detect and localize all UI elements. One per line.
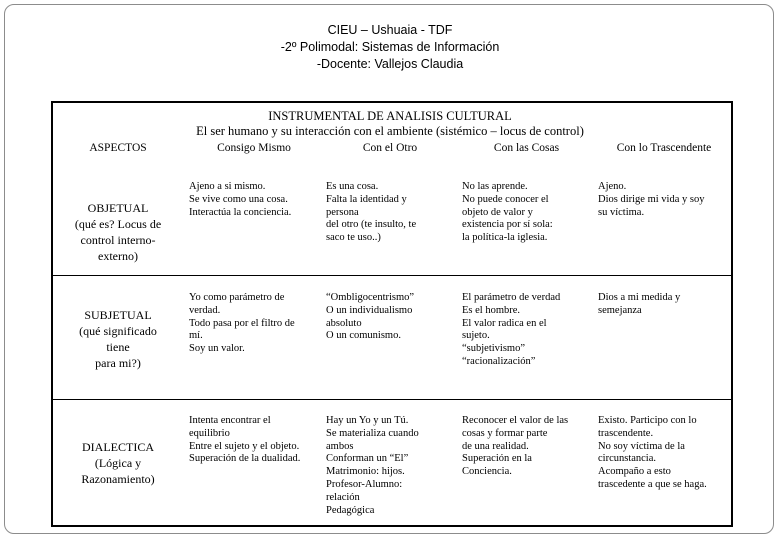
cell-subjetual-con-lo-trascendente <box>598 292 680 318</box>
cell-objetual-con-las-cosas <box>462 181 553 245</box>
cell-subjetual-consigo-mismo <box>189 292 295 356</box>
cell-line: Es el hombre. <box>462 304 521 316</box>
cell-line: semejanza <box>598 304 642 316</box>
aspect-line: para mi?) <box>95 356 141 370</box>
cell-line: No las aprende. <box>462 181 528 192</box>
column-header-con-lo-trascendente: Con lo Trascendente <box>616 142 712 154</box>
cell-line: Es una cosa. <box>326 181 379 192</box>
aspect-line: SUBJETUAL <box>84 308 152 322</box>
cell-line: de una realidad. <box>462 440 529 452</box>
aspect-line: control interno- <box>80 233 156 247</box>
cell-line: El parámetro de verdad <box>462 292 561 303</box>
header-line-institution: CIEU – Ushuaia - TDF <box>327 23 453 37</box>
cell-line: relación <box>326 491 360 503</box>
cell-line: circunstancia. <box>598 453 657 465</box>
aspect-line: OBJETUAL <box>87 201 149 215</box>
cell-dialectica-con-lo-trascendente <box>598 415 707 492</box>
cell-line: “subjetivismo” <box>462 343 525 355</box>
cell-line: Ajeno. <box>598 181 627 192</box>
aspect-line: (qué significado <box>79 324 157 338</box>
header-line-course: -2º Polimodal: Sistemas de Información <box>280 40 500 54</box>
row-divider <box>51 399 733 400</box>
cell-line: No soy víctima de la <box>598 440 685 452</box>
cell-line: Dios a mi medida y <box>598 292 681 303</box>
cell-line: Acompaño a esto <box>598 466 671 478</box>
aspect-subjetual <box>58 307 178 371</box>
cell-line: O un individualismo <box>326 304 413 316</box>
cell-line: Se materializa cuando <box>326 427 419 439</box>
cell-line: Pedagógica <box>326 504 375 516</box>
cell-objetual-con-lo-trascendente <box>598 181 704 219</box>
table-title-sub: El ser humano y su interacción con el ambiente (sistémico – locus de control) <box>196 124 584 138</box>
aspect-line: Razonamiento) <box>81 472 155 486</box>
cell-subjetual-con-el-otro <box>326 292 414 343</box>
aspect-line: (Lógica y <box>94 456 142 470</box>
cell-line: Superación de la dualidad. <box>189 453 301 465</box>
cell-line: Interactúa la conciencia. <box>189 206 292 218</box>
cell-line: O un comunismo. <box>326 330 401 342</box>
cell-line: Ajeno a si mismo. <box>189 181 266 192</box>
cell-line: Se vive como una cosa. <box>189 193 288 205</box>
cell-line: Conciencia. <box>462 466 512 478</box>
cell-dialectica-con-las-cosas <box>462 415 568 479</box>
aspect-objetual <box>58 200 178 264</box>
cell-line: trascendente. <box>598 427 654 439</box>
cell-line: “Ombligocentrismo” <box>326 292 415 303</box>
aspect-dialectica <box>58 439 178 487</box>
cell-line: equilibrio <box>189 427 230 439</box>
cell-line: del otro (te insulto, te <box>326 219 417 231</box>
cell-line: absoluto <box>326 317 362 329</box>
cell-line: sujeto. <box>462 330 490 342</box>
cell-line: Existo. Participo con lo <box>598 415 697 426</box>
row-divider <box>51 275 733 276</box>
cell-line: Conforman un “El” <box>326 453 409 465</box>
cell-dialectica-con-el-otro <box>326 415 419 517</box>
cell-line: No puede conocer el <box>462 193 549 205</box>
table-title <box>0 109 780 139</box>
cell-dialectica-consigo-mismo <box>189 415 300 466</box>
cell-line: Entre el sujeto y el objeto. <box>189 440 300 452</box>
cell-line: cosas y formar parte <box>462 427 548 439</box>
cell-line: su víctima. <box>598 206 645 218</box>
table-title-main: INSTRUMENTAL DE ANALISIS CULTURAL <box>268 109 512 123</box>
cell-line: Matrimonio: hijos. <box>326 466 405 478</box>
cell-line: saco te uso..) <box>326 232 381 244</box>
cell-line: trascedente a que se haga. <box>598 478 707 490</box>
cell-line: El valor radica en el <box>462 317 547 329</box>
column-header-aspectos: ASPECTOS <box>89 142 147 154</box>
cell-line: Falta la identidad y <box>326 193 407 205</box>
cell-objetual-con-el-otro <box>326 181 416 245</box>
cell-line: “racionalización” <box>462 355 536 367</box>
cell-subjetual-con-las-cosas <box>462 292 560 369</box>
header-line-teacher: -Docente: Vallejos Claudia <box>316 57 464 71</box>
cell-objetual-consigo-mismo <box>189 181 291 219</box>
aspect-line: tiene <box>106 340 130 354</box>
cell-line: Profesor-Alumno: <box>326 478 403 490</box>
cell-line: ambos <box>326 440 354 452</box>
column-header-con-las-cosas: Con las Cosas <box>493 142 560 154</box>
cell-line: Reconocer el valor de las <box>462 415 569 426</box>
cell-line: objeto de valor y <box>462 206 533 218</box>
cell-line: Todo pasa por el filtro de <box>189 317 295 329</box>
cell-line: persona <box>326 206 359 218</box>
column-header-con-el-otro: Con el Otro <box>362 142 418 154</box>
cell-line: mí. <box>189 330 203 342</box>
cell-line: Soy un valor. <box>189 343 245 355</box>
document-header <box>0 22 780 73</box>
cell-line: Hay un Yo y un Tú. <box>326 415 409 426</box>
column-header-consigo-mismo: Consigo Mismo <box>217 142 291 154</box>
cell-line: Yo como parámetro de <box>189 292 285 303</box>
cell-line: Superación en la <box>462 453 532 465</box>
cell-line: verdad. <box>189 304 221 316</box>
aspect-line: (qué es? Locus de <box>74 217 162 231</box>
cell-line: Dios dirige mi vida y soy <box>598 193 705 205</box>
cell-line: Intenta encontrar el <box>189 415 271 426</box>
aspect-line: externo) <box>98 249 138 263</box>
aspect-line: DIALECTICA <box>82 440 154 454</box>
cell-line: existencia por sí sola: <box>462 219 553 231</box>
cell-line: la política-la iglesia. <box>462 232 548 244</box>
